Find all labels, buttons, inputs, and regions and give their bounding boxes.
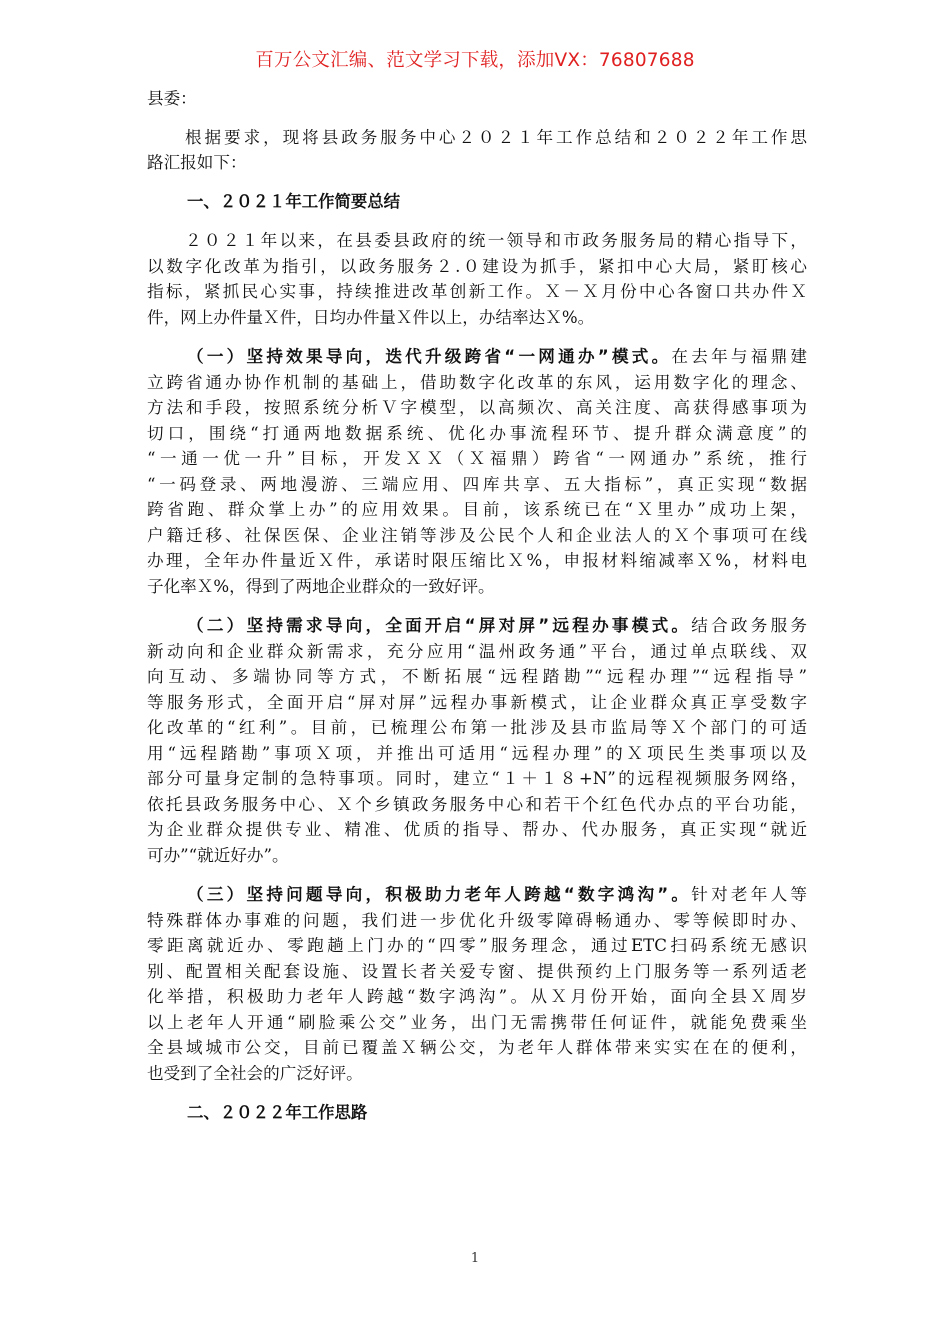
paragraph-line: 别、配置相关配套设施、设置长者关爱专窗、提供预约上门服务等一系列适老 — [147, 961, 807, 981]
item-lead-sentence: （三）坚持问题导向，积极助力老年人跨越“数字鸿沟”。 — [187, 885, 692, 904]
paragraph-line: 以数字化改革为指引，以政务服务２.０建设为抓手，紧扣中心大局，紧盯核心 — [147, 256, 807, 276]
item-text: 在去年与福鼎建 — [671, 347, 807, 366]
paragraph-line: 可办”“就近好办”。 — [147, 845, 289, 865]
paragraph-line: 方法和手段，按照系统分析Ｖ字模型，以高频次、高关注度、高获得感事项为 — [147, 398, 807, 417]
paragraph-line — [147, 613, 807, 639]
item-3-paragraph — [147, 882, 807, 1086]
paragraph-line: 指标，紧抓民心实事，持续推进改革创新工作。Ｘ－Ｘ月份中心各窗口共办件Ｘ — [147, 282, 807, 301]
item-text: 针对老年人等 — [691, 885, 807, 904]
section-heading: 二、２０２２年工作思路 — [187, 1103, 368, 1122]
section-heading: 一、２０２１年工作简要总结 — [187, 191, 401, 211]
paragraph-line: 户籍迁移、社保医保、企业注销等涉及公民个人和企业法人的Ｘ个事项可在线 — [147, 525, 807, 545]
paragraph-line: 依托县政务服务中心、Ｘ个乡镇政务服务中心和若干个红色代办点的平台功能， — [147, 794, 807, 814]
paragraph-line: 以上老年人开通“刷脸乘公交”业务，出门无需携带任何证件，就能免费乘坐 — [147, 1012, 807, 1032]
section-1 — [147, 189, 807, 215]
paragraph-line: 部分可量身定制的急特事项。同时，建立“１＋１８+N”的远程视频服务网络， — [147, 769, 807, 788]
document-body — [147, 86, 807, 1126]
paragraph-line: 化举措，积极助力老年人跨越“数字鸿沟”。从Ｘ月份开始，面向全县Ｘ周岁 — [147, 987, 807, 1006]
item-text: 结合政务服务 — [691, 616, 807, 635]
paragraph-line: 向互动、多端协同等方式，不断拓展“远程踏勘”“远程办理”“远程指导” — [147, 667, 807, 686]
paragraph-line: 件，网上办件量Ｘ件，日均办件量Ｘ件以上，办结率达Ｘ%。 — [147, 307, 595, 327]
item-lead-sentence: （一）坚持效果导向，迭代升级跨省“一网通办”模式。 — [187, 347, 672, 366]
intro-paragraph — [147, 125, 807, 176]
paragraph-line: 零距离就近办、零跑趟上门办的“四零”服务理念，通过ETC扫码系统无感识 — [147, 936, 807, 955]
paragraph-line: 特殊群体办事难的问题，我们进一步优化升级零障碍畅通办、零等候即时办、 — [147, 910, 807, 930]
paragraph-line: 办理，全年办件量近Ｘ件，承诺时限压缩比Ｘ%，申报材料缩减率Ｘ%，材料电 — [147, 551, 807, 570]
paragraph-line: 为企业群众提供专业、精准、优质的指导、帮办、代办服务，真正实现“就近 — [147, 820, 807, 839]
paragraph-line: ２０２１年以来，在县委县政府的统一领导和市政务服务局的精心指导下， — [185, 231, 807, 250]
paragraph-line: 切口，围绕“打通两地数据系统、优化办事流程环节、提升群众满意度”的 — [147, 423, 807, 443]
item-2-paragraph — [147, 613, 807, 868]
paragraph-line: 立跨省通办协作机制的基础上，借助数字化改革的东风，运用数字化的理念、 — [147, 372, 807, 392]
page-number: 1 — [470, 1251, 480, 1266]
paragraph-line: 新动向和企业群众新需求，充分应用“温州政务通”平台，通过单点联线、双 — [147, 641, 807, 661]
paragraph-line: 化改革的“红利”。目前，已梳理公布第一批涉及县市监局等Ｘ个部门的可适 — [147, 718, 807, 737]
paragraph-line: “一码登录、两地漫游、三端应用、四库共享、五大指标”，真正实现“数据 — [147, 474, 807, 494]
paragraph-line: 用“远程踏勘”事项Ｘ项，并推出可适用“远程办理”的Ｘ项民生类事项以及 — [147, 743, 807, 763]
section-2 — [147, 1100, 807, 1126]
paragraph-line: 子化率Ｘ%，得到了两地企业群众的一致好评。 — [147, 576, 495, 596]
salutation: 县委： — [147, 89, 197, 108]
paragraph-line: 也受到了全社会的广泛好评。 — [147, 1063, 363, 1083]
paragraph-line: 根据要求，现将县政务服务中心２０２１年工作总结和２０２２年工作思 — [185, 127, 807, 147]
paragraph-line: 全县域城市公交，目前已覆盖Ｘ辆公交，为老年人群体带来实实在在的便利， — [147, 1038, 807, 1057]
paragraph-line: 跨省跑、群众掌上办”的应用效果。目前，该系统已在“Ｘ里办”成功上架， — [147, 500, 807, 519]
paragraph-line: 路汇报如下： — [147, 153, 247, 172]
paragraph-line: “一通一优一升”目标，开发ＸＸ（Ｘ福鼎）跨省“一网通办”系统，推行 — [147, 449, 807, 468]
paragraph-line — [147, 344, 807, 370]
item-1-paragraph — [147, 344, 807, 599]
item-lead-sentence: （二）坚持需求导向，全面开启“屏对屏”远程办事模式。 — [187, 616, 692, 635]
watermark-banner: 百万公文汇编、范文学习下载，添加VX：76807688 — [255, 50, 695, 71]
paragraph-line: 等服务形式，全面开启“屏对屏”远程办事新模式，让企业群众真正享受数字 — [147, 692, 807, 712]
paragraph-line — [147, 882, 807, 908]
summary-paragraph — [147, 228, 807, 330]
